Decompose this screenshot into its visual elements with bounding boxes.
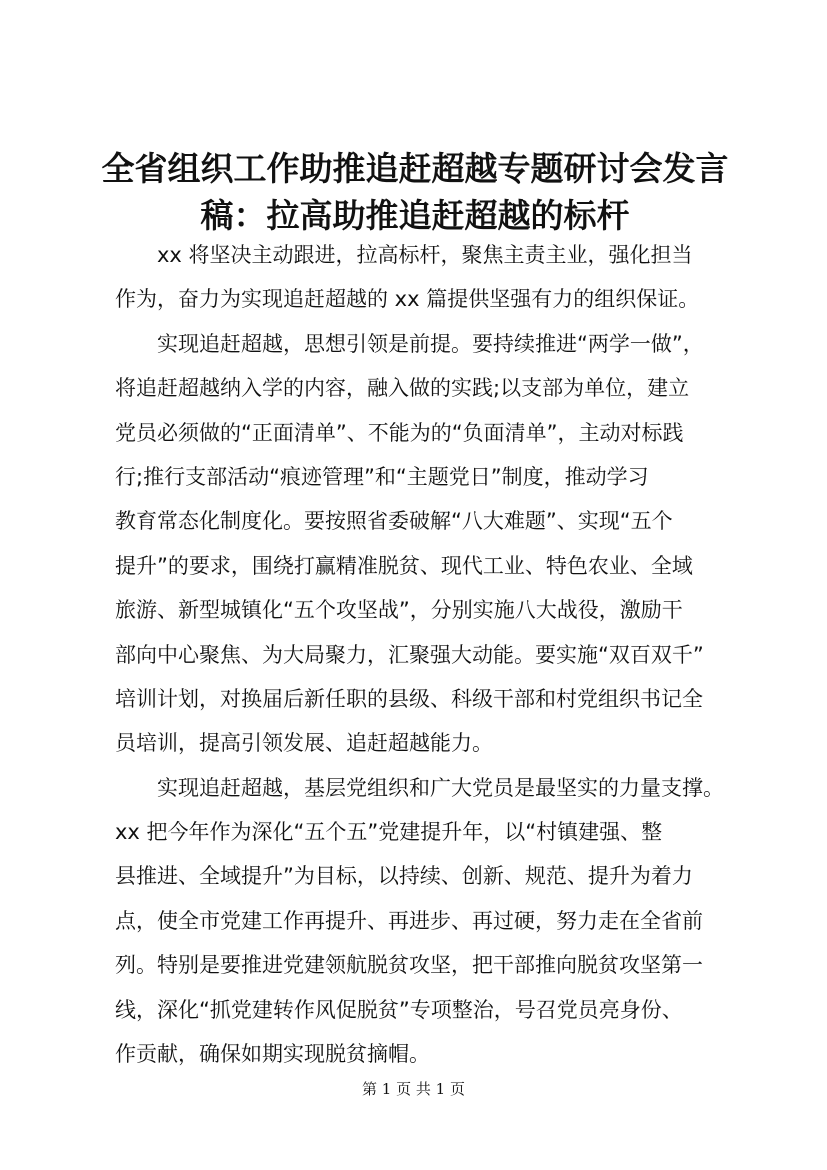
paragraph-3 [115, 766, 724, 1077]
text-line: xx 将坚决主动跟进，拉高标杆，聚焦主责主业，强化担当 [157, 243, 693, 267]
text-line: 行;推行支部活动“痕迹管理”和“主题党日”制度，推动学习 [115, 464, 649, 489]
text-line: 部向中心聚焦、为大局聚力，汇聚强大动能。要实施“双百双千” [115, 642, 704, 667]
text-line: 线，深化“抓党建转作风促脱贫”专项整治，号召党员亮身份、 [115, 997, 683, 1022]
paragraph-2 [115, 322, 720, 766]
document-title [90, 145, 740, 239]
text-line: xx 把今年作为深化“五个五”党建提升年，以“村镇建强、整 [115, 820, 663, 845]
text-line: 点，使全市党建工作再提升、再进步、再过硬，努力走在全省前 [115, 908, 703, 933]
text-line: 将追赶超越纳入学的内容，融入做的实践;以支部为单位，建立 [115, 376, 690, 401]
text-line: 旅游、新型城镇化“五个攻坚战”，分别实施八大战役，激励干 [115, 598, 683, 623]
text-line: 作为，奋力为实现追赶超越的 xx 篇提供坚强有力的组织保证。 [115, 287, 700, 312]
text-line: 实现追赶超越，思想引领是前提。要持续推进“两学一做”， [157, 331, 704, 356]
text-line: 列。特别是要推进党建领航脱贫攻坚，把干部推向脱贫攻坚第一 [115, 953, 703, 978]
text-line: 县推进、全域提升”为目标，以持续、创新、规范、提升为着力 [115, 864, 693, 889]
page-footer: 第 1 页 共 1 页 [362, 1080, 465, 1098]
text-line: 实现追赶超越，基层党组织和广大党员是最坚实的力量支撑。 [157, 775, 724, 800]
text-line: 提升”的要求，围绕打赢精准脱贫、现代工业、特色农业、全域 [115, 553, 693, 578]
title-line-1: 全省组织工作助推追赶超越专题研讨会发言 [101, 149, 729, 188]
text-line: 培训计划，对换届后新任职的县级、科级干部和村党组织书记全 [115, 686, 703, 711]
document-body [115, 233, 724, 1076]
text-line: 党员必须做的“正面清单”、不能为的“负面清单”，主动对标践 [115, 420, 684, 445]
text-line: 作贡献，确保如期实现脱贫摘帽。 [115, 1042, 430, 1067]
text-line: 教育常态化制度化。要按照省委破解“八大难题”、实现“五个 [115, 509, 673, 534]
text-line: 员培训，提高引领发展、追赶超越能力。 [115, 731, 493, 756]
paragraph-1 [115, 233, 720, 322]
title-line-2: 稿：拉高助推追赶超越的标杆 [200, 196, 630, 235]
